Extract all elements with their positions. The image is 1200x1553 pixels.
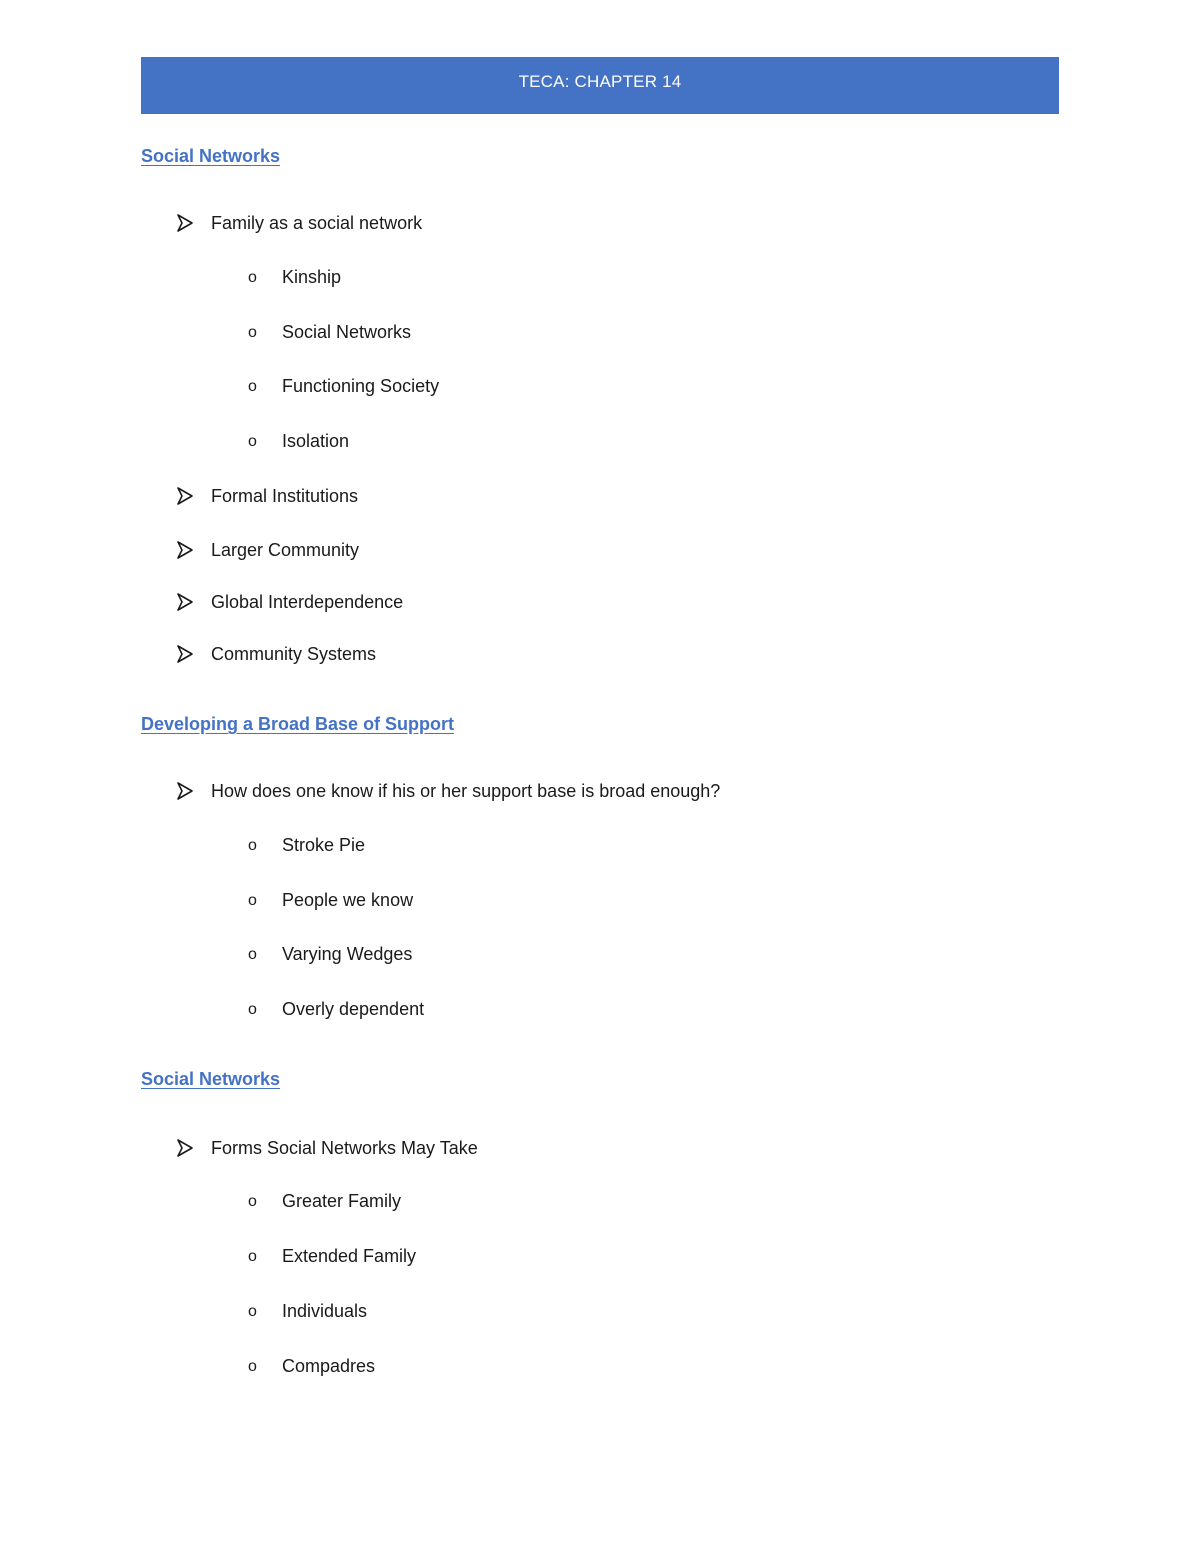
circle-bullet: o (248, 433, 257, 450)
arrowhead-bullet-icon (176, 643, 194, 665)
circle-bullet: o (248, 837, 257, 854)
section-heading: Social Networks (141, 1069, 281, 1089)
list-item-text: Family as a social network (211, 213, 423, 233)
list-item-text: Community Systems (211, 644, 377, 664)
circle-bullet: o (248, 269, 257, 286)
circle-bullet: o (248, 1248, 257, 1265)
arrowhead-bullet-icon (176, 780, 194, 802)
circle-bullet: o (248, 892, 257, 909)
arrowhead-bullet-icon (176, 212, 194, 234)
sub-list-item-text: Overly dependent (282, 999, 425, 1019)
circle-bullet: o (248, 1193, 257, 1210)
list-item-text: How does one know if his or her support base is broad enough? (211, 781, 721, 801)
arrowhead-bullet-icon (176, 539, 194, 561)
document-title: TECA: CHAPTER 14 (518, 71, 682, 91)
sub-list-item-text: Compadres (282, 1356, 376, 1376)
sub-list-item-text: Greater Family (282, 1191, 402, 1211)
arrowhead-bullet-icon (176, 591, 194, 613)
list-item-text: Global Interdependence (211, 592, 404, 612)
circle-bullet: o (248, 324, 257, 341)
circle-bullet: o (248, 1358, 257, 1375)
list-item-text: Formal Institutions (211, 486, 359, 506)
section-heading: Developing a Broad Base of Support (141, 714, 455, 734)
sub-list-item-text: Individuals (282, 1301, 368, 1321)
sub-list-item-text: Kinship (282, 267, 342, 287)
circle-bullet: o (248, 1001, 257, 1018)
list-item-text: Larger Community (211, 540, 360, 560)
sub-list-item-text: Functioning Society (282, 376, 440, 396)
circle-bullet: o (248, 946, 257, 963)
circle-bullet: o (248, 378, 257, 395)
sub-list-item-text: Isolation (282, 431, 350, 451)
sub-list-item-text: Varying Wedges (282, 944, 413, 964)
sub-list-item-text: Extended Family (282, 1246, 417, 1266)
header-bar (141, 57, 1059, 114)
arrowhead-bullet-icon (176, 485, 194, 507)
arrowhead-bullet-icon (176, 1137, 194, 1159)
sub-list-item-text: Stroke Pie (282, 835, 366, 855)
list-item-text: Forms Social Networks May Take (211, 1138, 478, 1158)
sub-list-item-text: People we know (282, 890, 414, 910)
sub-list-item-text: Social Networks (282, 322, 412, 342)
section-heading: Social Networks (141, 146, 281, 166)
circle-bullet: o (248, 1303, 257, 1320)
